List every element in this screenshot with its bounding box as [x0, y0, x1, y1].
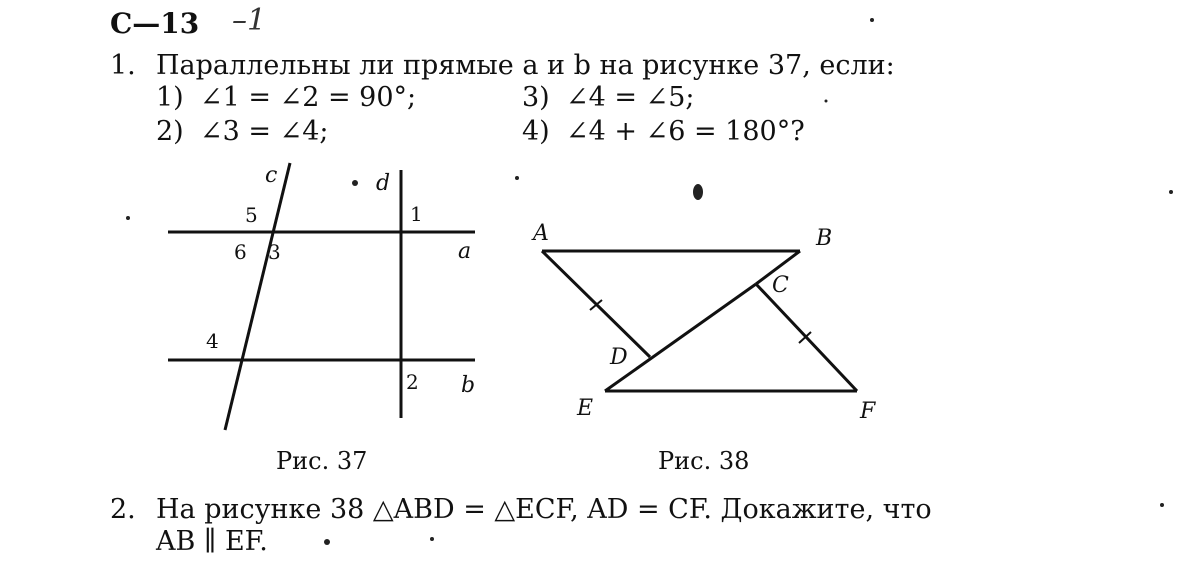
point-d: D	[610, 345, 628, 370]
figure-37-labels	[206, 163, 475, 398]
handwritten-mark: –1	[232, 3, 267, 38]
segment-ec	[605, 284, 756, 391]
option-4-text: ∠4 + ∠6 = 180°?	[566, 116, 805, 147]
angle-2: 2	[406, 370, 419, 394]
problem-2-number: 2.	[110, 494, 136, 525]
angle-6: 6	[234, 240, 247, 264]
angle-1: 1	[410, 202, 423, 226]
figure-38	[542, 251, 857, 391]
point-c: C	[772, 273, 789, 298]
label-d: d	[376, 171, 391, 196]
option-4-label: 4)	[522, 116, 550, 147]
option-1-text: ∠1 = ∠2 = 90°;	[200, 82, 417, 113]
figure-37-caption: Рис. 37	[276, 447, 368, 475]
option-2-text: ∠3 = ∠4;	[200, 116, 329, 147]
problem-2-text-line-1: На рисунке 38 △ABD = △ECF, AD = CF. Докажите, что	[156, 494, 932, 525]
angle-3: 3	[268, 240, 281, 264]
label-b: b	[461, 373, 476, 398]
figure-38-caption: Рис. 38	[658, 447, 750, 475]
option-2-label: 2)	[156, 116, 184, 147]
angle-5: 5	[245, 203, 258, 227]
segment-cf	[756, 284, 857, 391]
point-b: B	[816, 226, 833, 251]
problem-1-question: Параллельны ли прямые a и b на рисунке 37, если:	[156, 50, 895, 81]
label-c: c	[265, 163, 278, 188]
problem-2-text-line-2: AB ∥ EF.	[156, 526, 268, 557]
option-3-label: 3)	[522, 82, 550, 113]
problem-1-number: 1.	[110, 50, 136, 81]
point-a: A	[533, 221, 549, 246]
figure-37	[168, 163, 475, 430]
option-3-text: ∠4 = ∠5;	[566, 82, 695, 113]
label-a: a	[458, 239, 472, 264]
worksheet-code: С—13	[110, 7, 200, 40]
point-e: E	[577, 396, 594, 421]
angle-4: 4	[206, 329, 219, 353]
point-f: F	[860, 399, 876, 424]
option-1-label: 1)	[156, 82, 184, 113]
